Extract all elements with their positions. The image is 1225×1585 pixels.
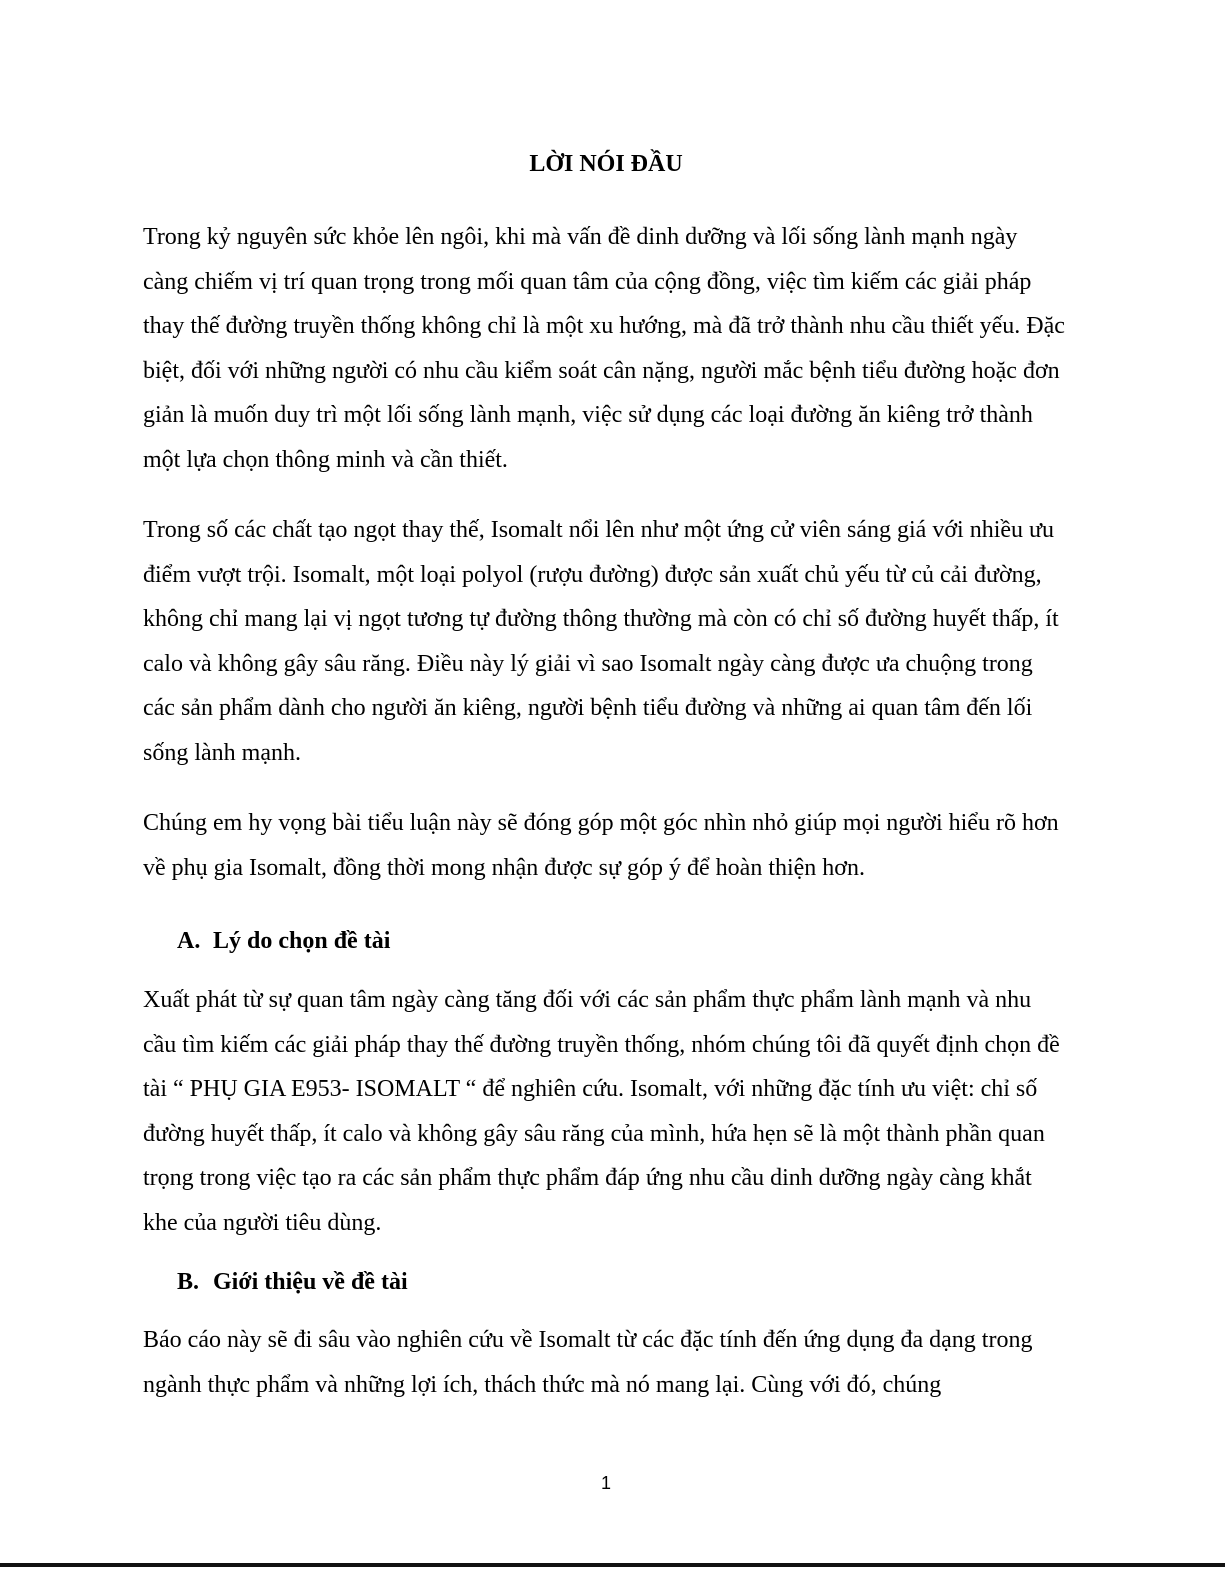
section-b-body: Báo cáo này sẽ đi sâu vào nghiên cứu về Isomalt từ các đặc tính đến ứng dụng đa dạng trong ngành thực phẩm và những lợi ích, thách thức mà nó mang lại. Cùng với đó, chúng	[143, 1327, 1033, 1398]
section-a-heading-text: Lý do chọn đề tài	[213, 928, 391, 954]
intro-paragraph-1: Trong kỷ nguyên sức khỏe lên ngôi, khi mà vấn đề dinh dưỡng và lối sống lành mạnh ngày càng chiếm vị trí quan trọng trong mối quan tâm của cộng đồng, việc tìm kiếm các giải pháp thay thế đường truyền thống không chỉ là một xu hướng, mà đã trở thành nhu cầu thiết yếu. Đặc biệt, đối với những người có nhu cầu kiểm soát cân nặng, người mắc bệnh tiểu đường hoặc đơn giản là muốn duy trì một lối sống lành mạnh, việc sử dụng các loại đường ăn kiêng trở thành một lựa chọn thông minh và cần thiết.	[143, 224, 1065, 473]
intro-paragraph-3: Chúng em hy vọng bài tiểu luận này sẽ đóng góp một góc nhìn nhỏ giúp mọi người hiểu rõ hơn về phụ gia Isomalt, đồng thời mong nhận được sự góp ý để hoàn thiện hơn.	[143, 810, 1059, 881]
page-title: LỜI NÓI ĐẦU	[529, 151, 683, 177]
page-bottom-margin	[0, 1567, 1225, 1585]
section-b-heading-text: Giới thiệu về đề tài	[213, 1269, 408, 1295]
section-a-heading	[177, 923, 390, 959]
section-a-body: Xuất phát từ sự quan tâm ngày càng tăng đối với các sản phẩm thực phẩm lành mạnh và nhu cầu tìm kiếm các giải pháp thay thế đường truyền thống, nhóm chúng tôi đã quyết định chọn đề tài “ PHỤ GIA E953- ISOMALT “ để nghiên cứu. Isomalt, với những đặc tính ưu việt: chỉ số đường huyết thấp, ít calo và không gây sâu răng của mình, hứa hẹn sẽ là một thành phần quan trọng trong việc tạo ra các sản phẩm thực phẩm đáp ứng nhu cầu dinh dưỡng ngày càng khắt khe của người tiêu dùng.	[143, 987, 1060, 1236]
section-a-marker: A.	[177, 928, 201, 954]
page-number: 1	[600, 1473, 611, 1493]
section-b-marker: B.	[177, 1269, 200, 1295]
intro-paragraph-2: Trong số các chất tạo ngọt thay thế, Isomalt nổi lên như một ứng cử viên sáng giá với nhiều ưu điểm vượt trội. Isomalt, một loại polyol (rượu đường) được sản xuất chủ yếu từ củ cải đường, không chỉ mang lại vị ngọt tương tự đường thông thường mà còn có chỉ số đường huyết thấp, ít calo và không gây sâu răng. Điều này lý giải vì sao Isomalt ngày càng được ưa chuộng trong các sản phẩm dành cho người ăn kiêng, người bệnh tiểu đường và những ai quan tâm đến lối sống lành mạnh.	[143, 517, 1059, 766]
section-b-heading	[177, 1264, 408, 1300]
